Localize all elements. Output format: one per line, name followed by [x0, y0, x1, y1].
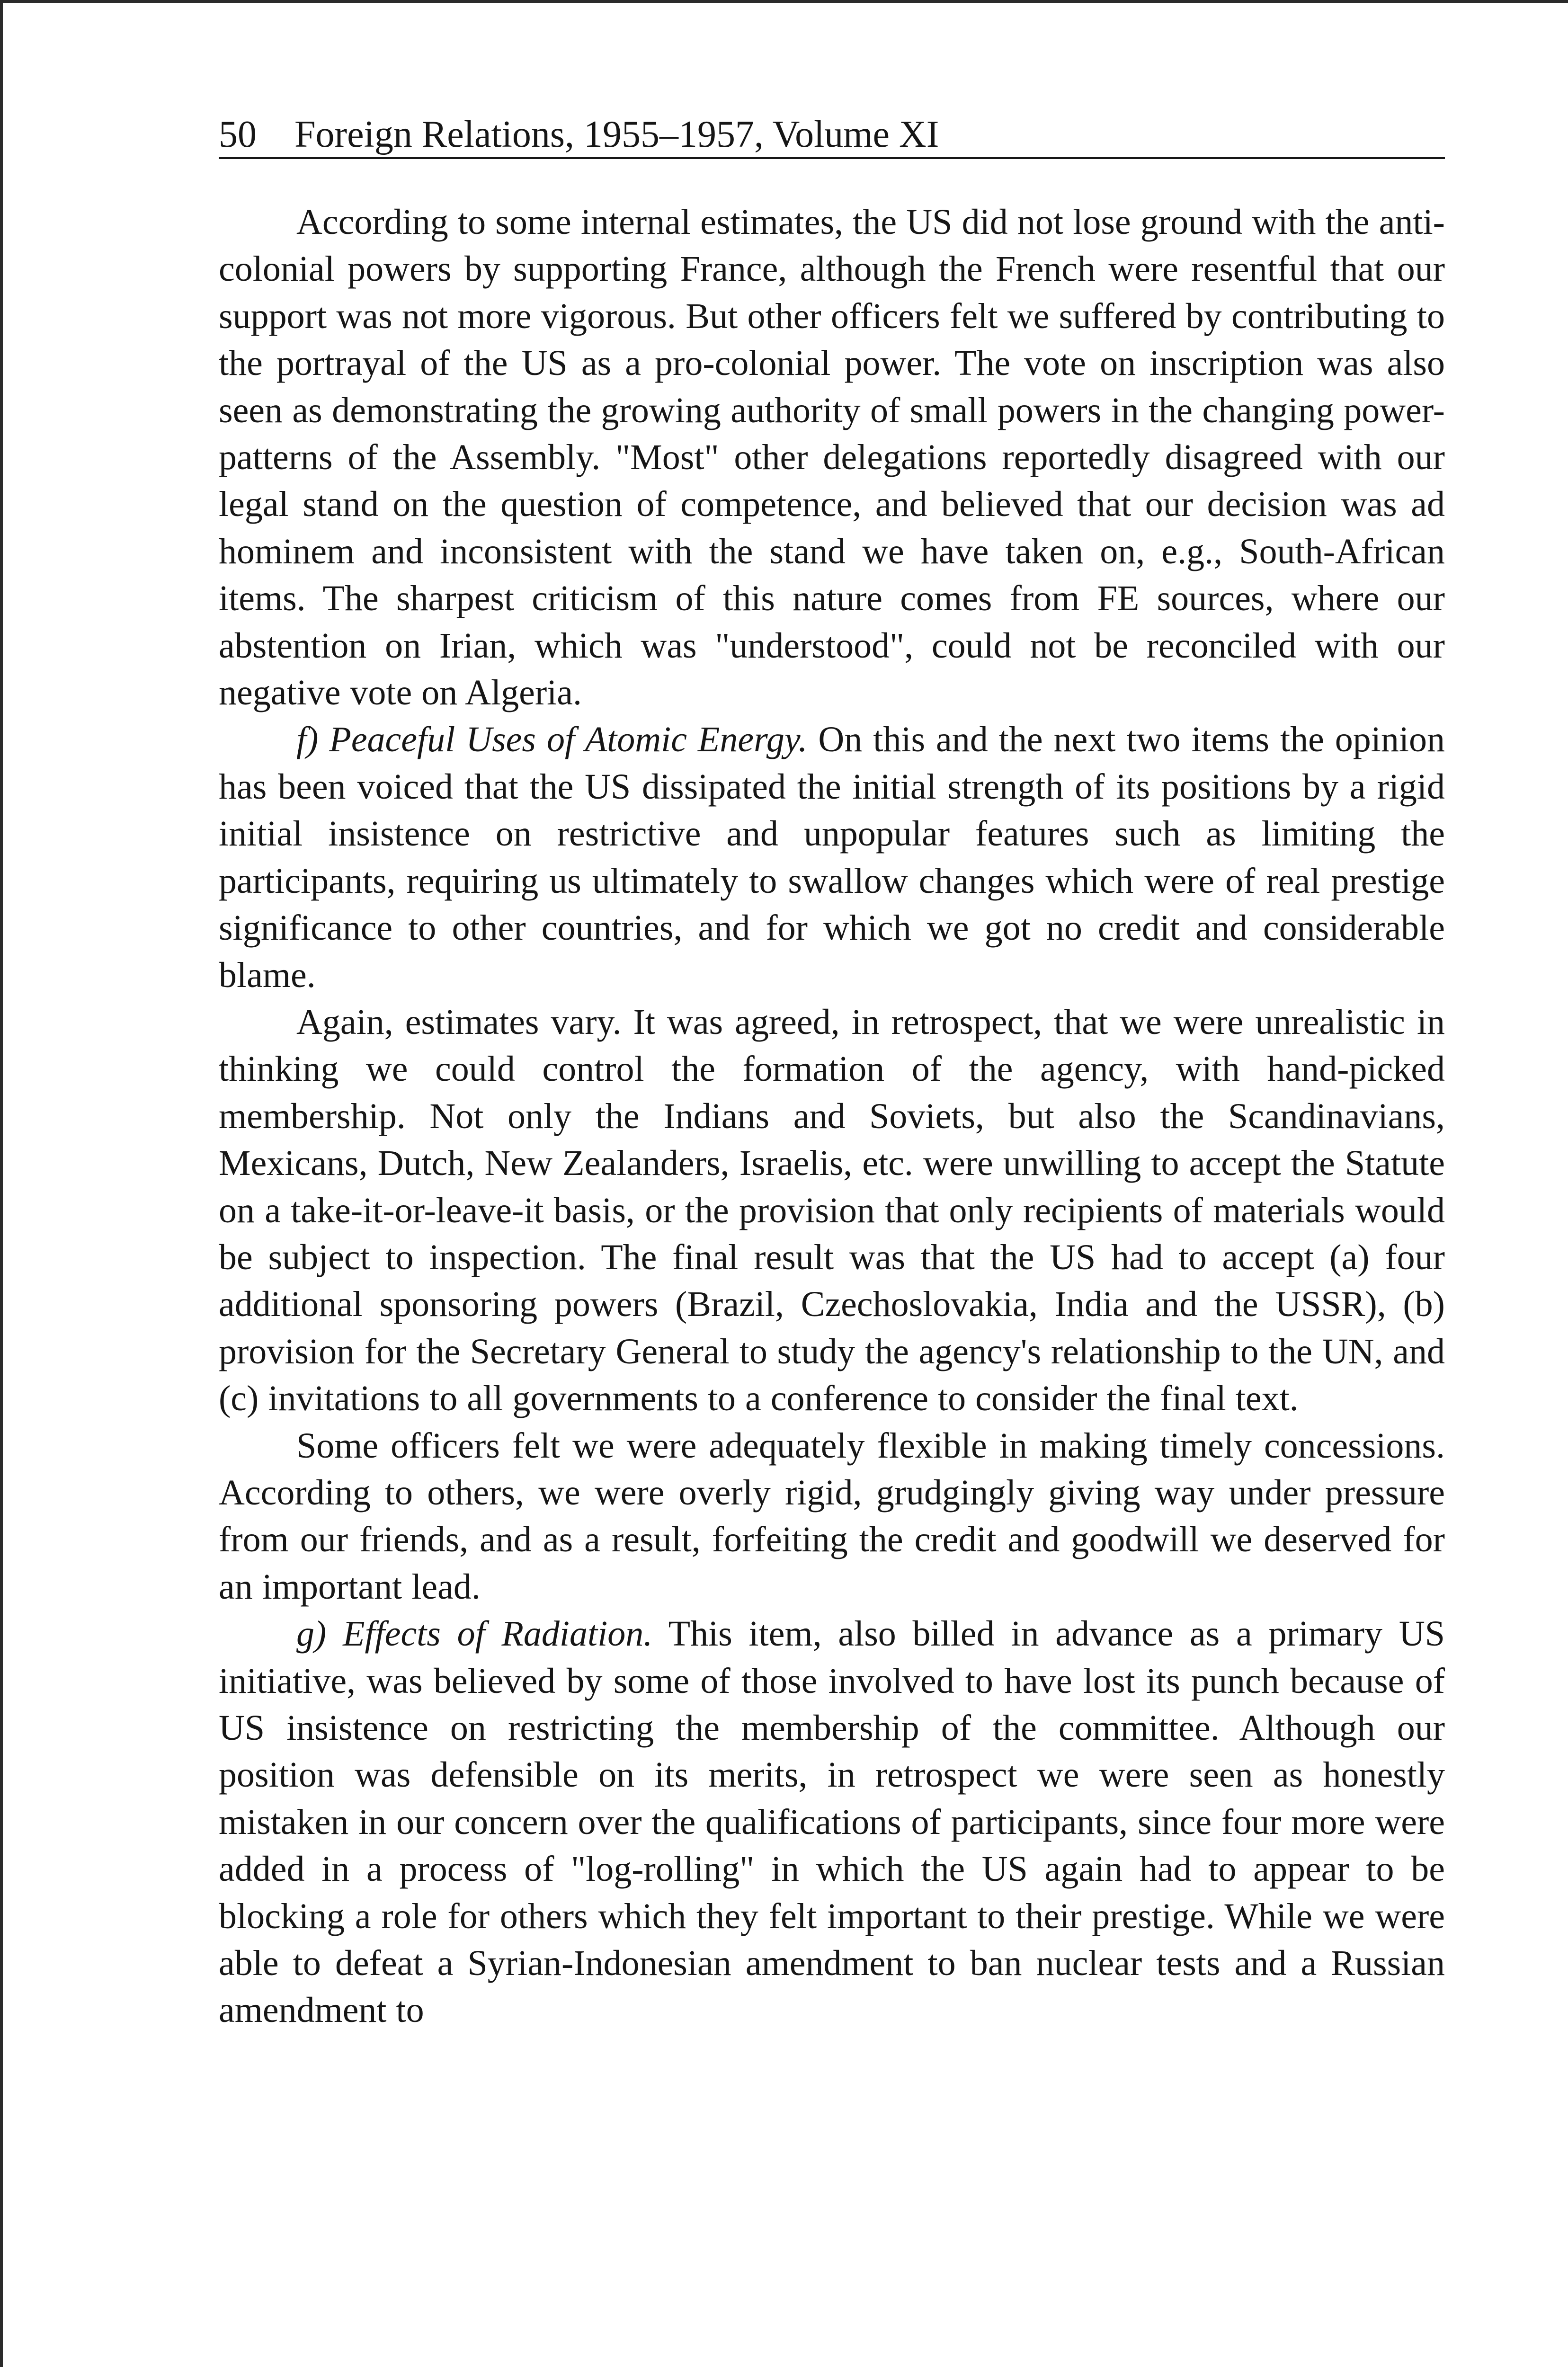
scan-edge-left [0, 0, 3, 2367]
paragraph-text: Again, estimates vary. It was agreed, in retrospect, that we were unrealistic in thinking we could control the formation of the agency, with hand-picked membership. Not only the Indians and Soviets, but also the Scandinavians, Mexicans, Dutch, New Zealanders, Israelis, etc. were unwilling to accept the Statute on a take-it-or-leave-it basis, or the provision that only recipients of materials would be subject to inspection. The final result was that the US had to accept (a) four additional sponsoring powers (Brazil, Czechoslovakia, India and the USSR), (b) provision for the Secretary General to study the agency's relationship to the UN, and (c) invitations to all governments to a conference to consider the final text. [219, 1002, 1445, 1419]
paragraph-effects-of-radiation [219, 1611, 1445, 2034]
body-text [219, 199, 1445, 2034]
paragraph-text: According to some internal estimates, the US did not lose ground with the anti-colonial powers by supporting France, although the French were resentful that our support was not more vigorous. But other officers felt we suffered by contributing to the portrayal of the US as a pro-colonial power. The vote on inscription was also seen as demonstrating the growing authority of small powers in the changing power-patterns of the Assembly. "Most" other delegations reportedly disagreed with our legal stand on the question of competence, and believed that our decision was ad hominem and inconsistent with the stand we have taken on, e.g., South-African items. The sharpest criticism of this nature comes from FE sources, where our abstention on Irian, which was "understood", could not be reconciled with our negative vote on Algeria. [219, 202, 1445, 713]
paragraph-estimates-vary [219, 999, 1445, 1423]
paragraph-text: Some officers felt we were adequately flexible in making timely concessions. According to others, we were overly rigid, grudgingly giving way under pressure from our friends, and as a result, forfeiting the credit and goodwill we deserved for an important lead. [219, 1425, 1445, 1607]
volume-title: Foreign Relations, 1955–1957, Volume XI [294, 114, 939, 155]
section-heading-effects-of-radiation: g) Effects of Radiation. [296, 1614, 653, 1654]
paragraph-flexibility [219, 1423, 1445, 1611]
document-page [219, 112, 1445, 2034]
scan-edge-top [0, 0, 1568, 3]
paragraph-text: On this and the next two items the opinion has been voiced that the US dissipated the initial strength of its positions by a rigid initial insistence on restrictive and unpopular features such as limiting the participants, requiring us ultimately to swallow changes which were of real prestige significance to other countries, and for which we got no credit and considerable blame. [219, 720, 1445, 995]
running-header [219, 112, 1445, 159]
paragraph-peaceful-uses [219, 716, 1445, 998]
page-number: 50 [219, 114, 257, 155]
section-heading-peaceful-uses: f) Peaceful Uses of Atomic Energy. [296, 720, 808, 760]
paragraph-anti-colonial-estimates [219, 199, 1445, 716]
paragraph-text: This item, also billed in advance as a primary US initiative, was believed by some of those involved to have lost its punch because of US insistence on restricting the membership of the committee. Although our position was defensible on its merits, in retrospect we were seen as honestly mistaken in our concern over the qualifications of participants, since four more were added in a process of "log-rolling" in which the US again had to appear to be blocking a role for others which they felt important to their prestige. While we were able to defeat a Syrian-Indonesian amendment to ban nuclear tests and a Russian amendment to [219, 1614, 1445, 2030]
